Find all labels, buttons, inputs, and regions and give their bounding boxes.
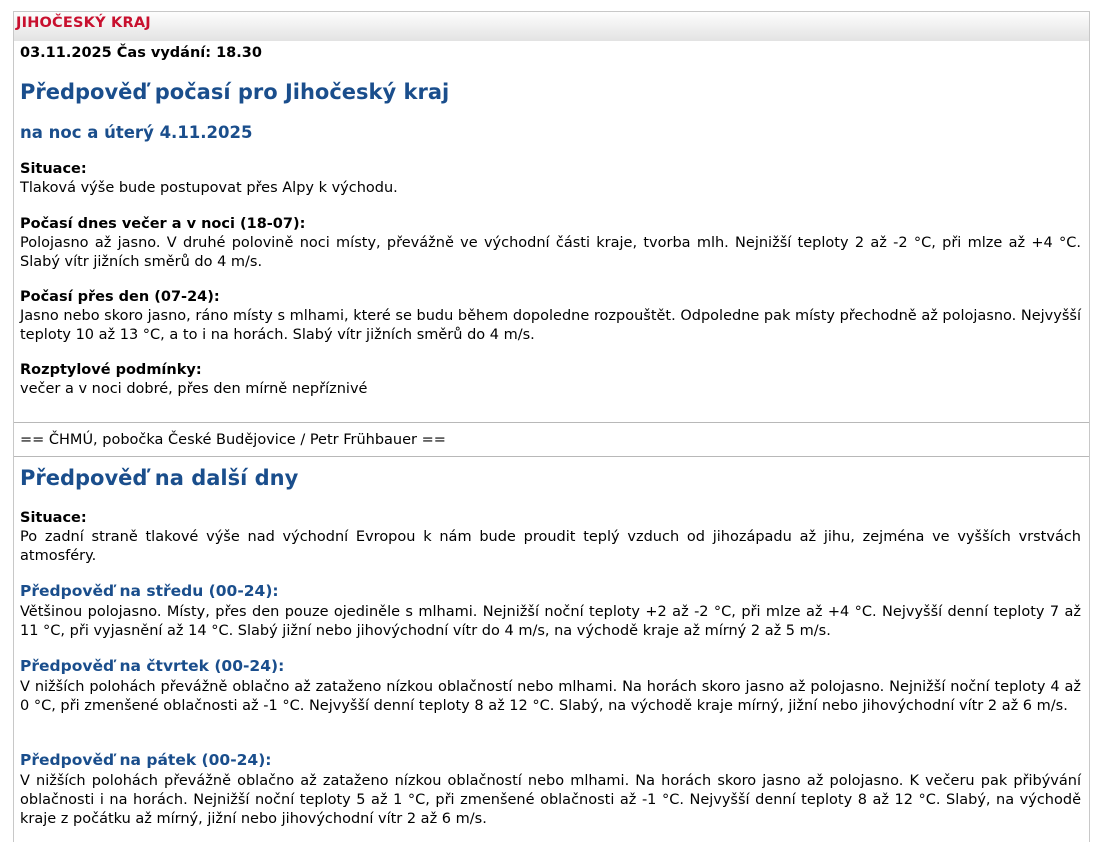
day-forecast-text-friday: V nižších polohách převážně oblačno až zataženo nízkou oblačností nebo mlhami. Na horách skoro jasno až polojasno. K večeru pak přibývání oblačnosti i na horách. Nejnižší noční teploty 5 až 1 °C, při zmenšené oblačnosti až -1 °C. Nejvyšší denní teploty 8 až 12 °C. Slabý, na východě kraje z počátku až mírný, jižní nebo jihovýchodní vítr 2 až 6 m/s. (20, 773, 1081, 827)
region-title: JIHOČESKÝ KRAJ (16, 15, 151, 31)
issue-date: 03.11.2025 Čas vydání: 18.30 (20, 45, 262, 61)
dispersion-label: Rozptylové podmínky: (20, 362, 202, 378)
day-forecast-title-friday: Předpověď na pátek (00-24): (20, 751, 272, 769)
dispersion-text: večer a v noci dobré, přes den mírně nepříznivé (20, 381, 368, 397)
next-days-title: Předpověď na další dny (20, 466, 299, 490)
forecast-title: Předpověď počasí pro Jihočeský kraj (20, 80, 450, 104)
day-forecast-text-thursday: V nižších polohách převážně oblačno až zataženo nízkou oblačností nebo mlhami. Na horách skoro jasno až polojasno. Nejnižší noční teploty 4 až 0 °C, při zmenšené oblačnosti až -1 °C. Nejvyšší denní teploty 8 až 12 °C. Slabý, na východě kraje mírný, jižní nebo jihovýchodní vítr 2 až 6 m/s. (20, 679, 1081, 714)
day-text: Jasno nebo skoro jasno, ráno místy s mlhami, které se budu během dopoledne rozpouštět. Odpoledne pak místy přechodně až polojasno. Nejvyšší teploty 10 až 13 °C, a to i na horách. Slabý vítr jižních směrů do 4 m/s. (20, 308, 1081, 343)
evening-text: Polojasno až jasno. V druhé polovině noci místy, převážně ve východní části kraje, tvorba mlh. Nejnižší teploty 2 až -2 °C, při mlze až +4 °C. Slabý vítr jižních směrů do 4 m/s. (20, 235, 1081, 270)
day-forecast-title-thursday: Předpověď na čtvrtek (00-24): (20, 657, 285, 675)
situation-label: Situace: (20, 161, 87, 177)
evening-label: Počasí dnes večer a v noci (18-07): (20, 216, 306, 232)
situation-text: Tlaková výše bude postupovat přes Alpy k východu. (20, 180, 398, 196)
forecast-panel (13, 11, 1090, 842)
day-label: Počasí přes den (07-24): (20, 289, 220, 305)
next-situation-label: Situace: (20, 510, 87, 526)
author-signature: == ČHMÚ, pobočka České Budějovice / Petr Frühbauer == (20, 432, 446, 448)
day-forecast-text-wednesday: Většinou polojasno. Místy, přes den pouze ojediněle s mlhami. Nejnižší noční teploty +2 až -2 °C, při mlze až +4 °C. Nejvyšší denní teploty 7 až 11 °C, při vyjasnění až 14 °C. Slabý jižní nebo jihovýchodní vítr do 4 m/s, na východě kraje až mírný 2 až 5 m/s. (20, 604, 1081, 639)
forecast-subtitle: na noc a úterý 4.11.2025 (20, 123, 253, 142)
next-situation-text: Po zadní straně tlakové výše nad východní Evropou k nám bude proudit teplý vzduch od jihozápadu až jihu, zejména ve vyšších vrstvách atmosféry. (20, 529, 1081, 564)
day-forecast-title-wednesday: Předpověď na středu (00-24): (20, 582, 279, 600)
region-header-bar (14, 12, 1089, 41)
divider (14, 456, 1089, 457)
divider (14, 422, 1089, 423)
